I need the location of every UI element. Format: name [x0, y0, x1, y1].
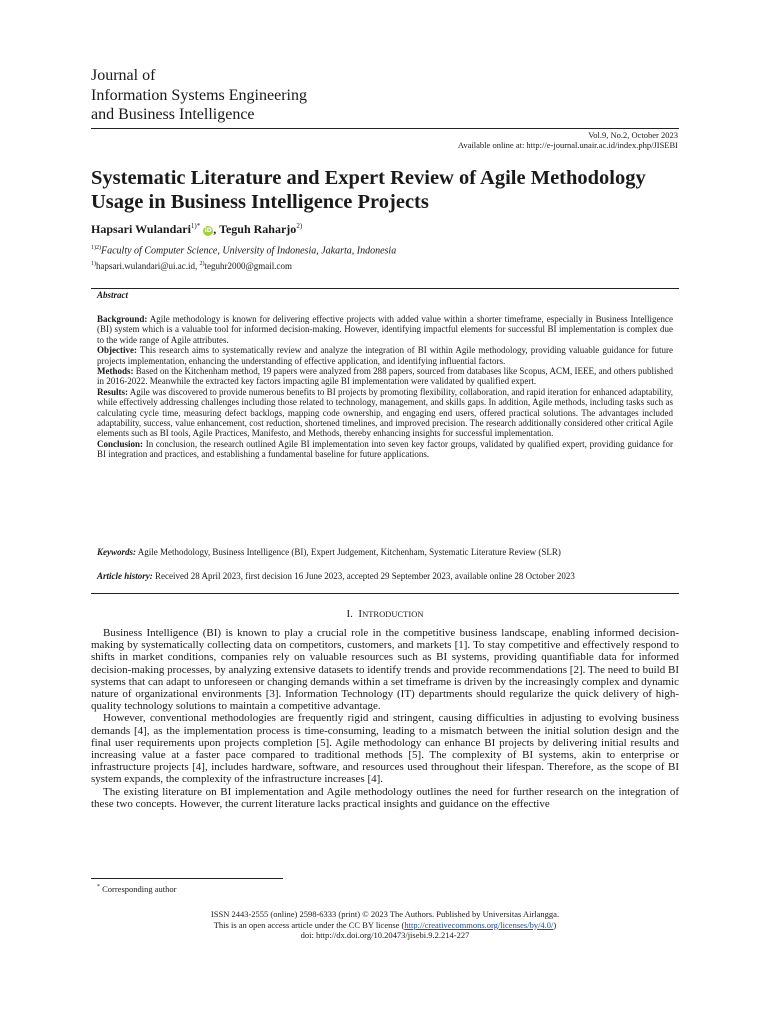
abstract-top-divider	[91, 288, 679, 289]
author-affiliation-mark: 2)	[296, 222, 303, 230]
footnote	[97, 884, 177, 894]
abstract-text: Based on the Kitchenham method, 19 papers were analyzed from 288 papers, sourced from databases like Scopus, ACM, IEEE, and others published in 2016-2022. Meanwhile the extracted key factors impacting agile BI implementation were validated by qualified expert.	[97, 366, 673, 387]
page-footer	[91, 909, 679, 941]
keywords	[97, 547, 673, 558]
paragraph: The existing literature on BI implementation and Agile methodology outlines the need for further research on the integration of these two concepts. However, the current literature lacks practical insights and guidance on the effective	[91, 785, 679, 810]
abstract-label: Background:	[97, 314, 148, 324]
author-emails	[91, 261, 292, 271]
section-number: I.	[346, 608, 353, 620]
abstract-methods	[97, 366, 673, 387]
section-title-rest: NTRODUCTION	[362, 609, 424, 619]
abstract-results	[97, 387, 673, 439]
affiliation-mark: 1)2)	[91, 245, 101, 251]
volume-text: Vol.9, No.2, October 2023	[588, 130, 678, 140]
abstract-text: Agile methodology is known for delivering effective projects with added value within a shorter timeframe, especially in Business Intelligence (BI) system which is a valuable tool for informed decision-making. However, identifying impactful elements for successful BI implementation is complex due to the wide range of Agile attributes.	[97, 314, 673, 345]
author-separator: ,	[213, 222, 220, 236]
email-link[interactable]: teguhr2000@gmail.com	[204, 261, 293, 271]
abstract-text: This research aims to systematically review and analyze the integration of BI within Agile methodology, providing valuable guidance for future projects implementation, enhancing the understanding of effective application, and identifying influential factors.	[97, 345, 673, 366]
author-list	[91, 222, 302, 237]
body-text	[91, 627, 679, 810]
email-link[interactable]: hapsari.wulandari@ui.ac.id,	[96, 261, 200, 271]
doi-line: doi: http://dx.doi.org/10.20473/jisebi.9.2.214-227	[300, 930, 470, 940]
header-divider	[91, 128, 679, 129]
abstract-heading: Abstract	[97, 290, 129, 300]
journal-name-line1: Journal of	[91, 67, 156, 84]
keywords-label: Keywords:	[97, 547, 136, 557]
orcid-icon[interactable]: iD	[204, 227, 212, 234]
journal-name	[91, 66, 307, 125]
paragraph: Business Intelligence (BI) is known to play a crucial role in the competitive business landscape, enabling informed decision-making by systematically collecting data on competitors, customers, and markets [1]. To stay competitive and effectively respond to shifts in market conditions, companies rely on valuable resources such as BI systems, providing quantifiable data for informed decision-making processes, by analyzing extensive datasets to identify trends and provide recommendations [2]. The need to build BI systems that can adapt to unforeseen or changing demands within a set timeframe is driven by the increasingly complex and dynamic nature of organizational environments [3]. Information Technology (IT) departments should regularize the quick delivery of high-quality technology solutions to maintain a competitive advantage.	[91, 627, 679, 713]
license-text-end: )	[553, 919, 557, 930]
section-heading	[91, 608, 679, 620]
license-line	[91, 920, 679, 931]
footnote-divider	[91, 878, 283, 879]
email-mark: 1)	[91, 261, 96, 267]
journal-name-line3: and Business Intelligence	[91, 106, 255, 123]
abstract-objective	[97, 345, 673, 366]
abstract-label: Conclusion:	[97, 438, 144, 449]
abstract-background	[97, 314, 673, 345]
keywords-text: Agile Methodology, Business Intelligence (BI), Expert Judgement, Kitchenham, Systematic Literature Review (SLR)	[136, 547, 561, 557]
section-title-initial: I	[358, 608, 363, 620]
article-history	[97, 571, 673, 582]
abstract-text: Agile was discovered to provide numerous benefits to BI projects by promoting flexibility, collaboration, and rapid iteration for enhanced adaptability, while effectively addressing challenges including those related to technology, management, and skills gaps. In addition, Agile methods, including tasks such as calculating cycle time, measuring defect backlogs, mapping code ownership, and engaging end users, offered practical solutions. The advantages included adaptability, success, value enhancement, cost reduction, shortened timelines, and improved precision. The research additionally considered other critical Agile elements such as BI tools, Agile Practices, Manifesto, and Methods, thereby enhancing insights for successful implementation.	[97, 386, 673, 439]
abstract-bottom-divider	[91, 593, 679, 594]
journal-name-line2: Information Systems Engineering	[91, 86, 307, 104]
abstract-body	[97, 314, 673, 460]
abstract-conclusion	[97, 439, 673, 460]
author-affiliation-mark: 1)*	[190, 222, 201, 230]
abstract-label: Methods:	[97, 366, 134, 377]
paper-title: Systematic Literature and Expert Review of Agile Methodology Usage in Business Intelligence Projects	[91, 167, 646, 213]
email-mark: 2)	[199, 261, 205, 267]
history-label: Article history:	[97, 571, 153, 581]
abstract-text: In conclusion, the research outlined Agile BI implementation into seven key factor groups, validated by qualified expert, providing guidance for BI integration and practices, and establishing a fundamental baseline for future applications.	[97, 438, 673, 460]
license-text: This is an open access article under the CC BY license (	[213, 919, 405, 930]
abstract-label: Objective:	[97, 345, 137, 356]
history-text: Received 28 April 2023, first decision 16 June 2023, accepted 29 September 2023, available online 28 October 2023	[152, 571, 575, 581]
abstract-label: Results:	[97, 386, 128, 397]
available-online-text: Available online at: http://e-journal.unair.ac.id/index.php/JISEBI	[457, 140, 678, 150]
affiliation-text: Faculty of Computer Science, University of Indonesia, Jakarta, Indonesia	[101, 245, 397, 257]
license-link[interactable]: http://creativecommons.org/licenses/by/4.0/	[404, 919, 554, 930]
author-name: Hapsari Wulandari	[91, 222, 191, 236]
footnote-mark: *	[97, 884, 100, 891]
footnote-text: Corresponding author	[100, 884, 177, 894]
affiliation	[91, 245, 396, 256]
issn-line: ISSN 2443-2555 (online) 2598-6333 (print) © 2023 The Authors. Published by Universitas Airlangga.	[210, 909, 560, 919]
issue-info	[458, 130, 678, 150]
author-name: Teguh Raharjo	[219, 222, 297, 236]
paragraph: However, conventional methodologies are frequently rigid and stringent, causing difficulties in adjusting to evolving business demands [4], as the implementation process is time-consuming, leading to a mismatch between the initial solution design and the final user requirements upon projects completion [5]. Agile methodology can enhance BI projects by delivering initial results and increasing value at a faster pace compared to traditional methods [5]. The complexity of BI systems, akin to enterprise or infrastructure projects [4], includes hardware, software, and resources used throughout their lifespan. Therefore, as the scope of BI system expands, the complexity of the infrastructure increases [4].	[91, 712, 679, 786]
